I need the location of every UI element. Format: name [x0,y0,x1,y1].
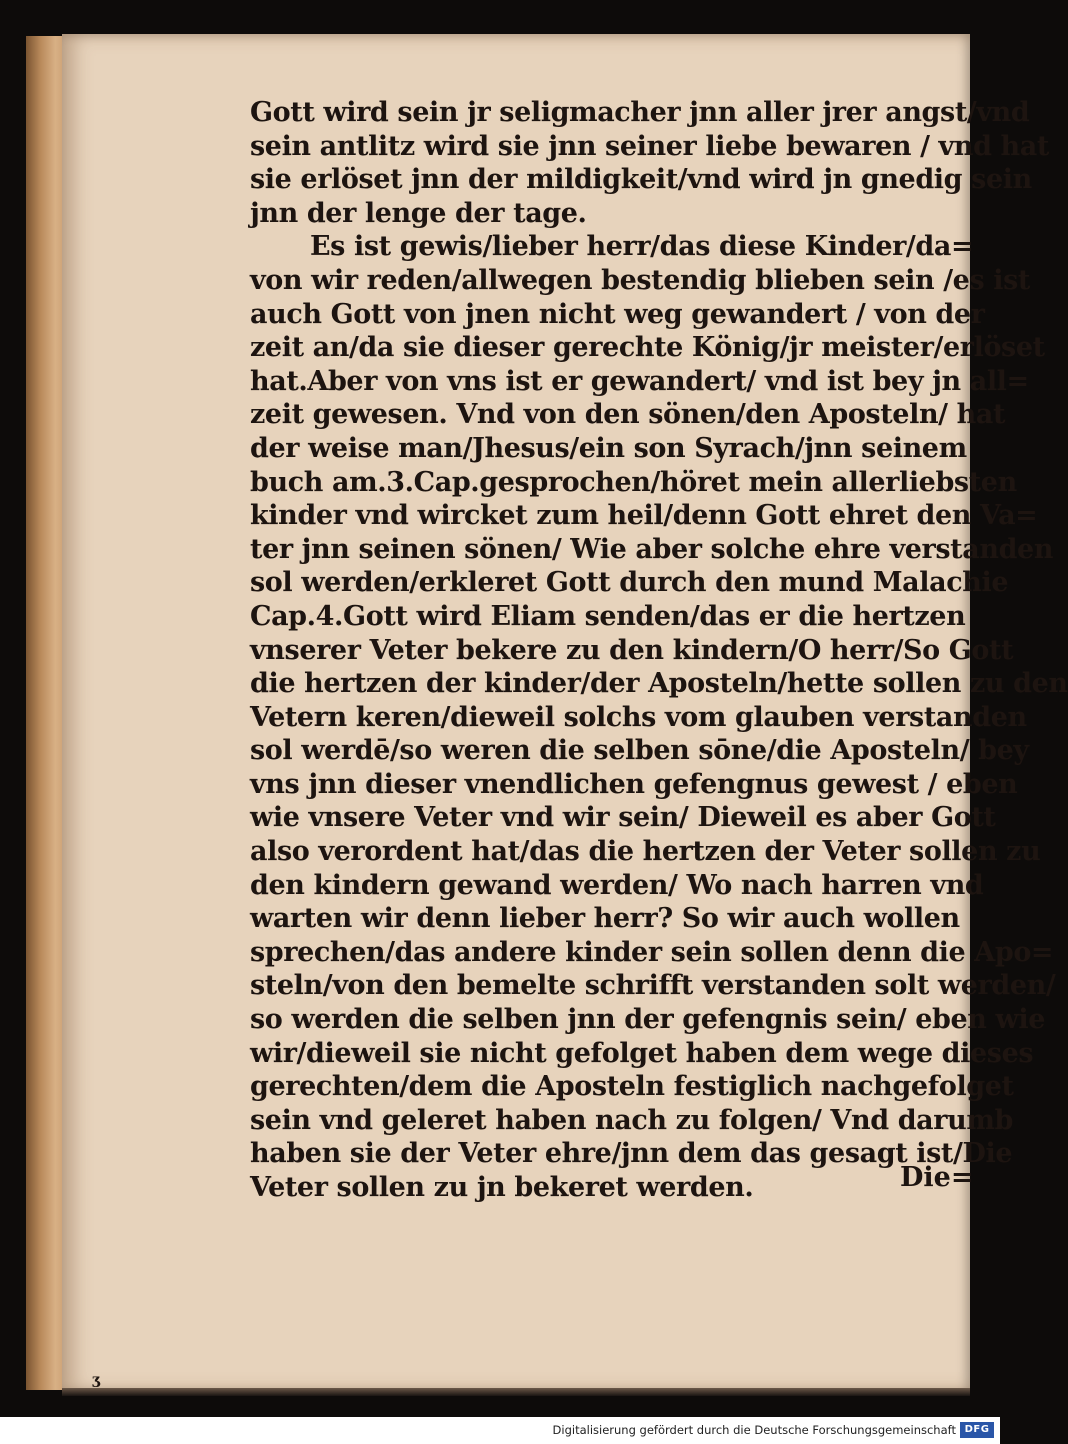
text-line: die hertzen der kinder/der Aposteln/hette sollen zu den [250,668,1068,700]
text-line: kinder vnd wircket zum heil/denn Gott ehret den Va= [250,500,1038,532]
text-line: sol werden/erkleret Gott durch den mund Malachie [250,567,1009,599]
text-line: sol werdē/so weren die selben sōne/die Aposteln/ bey [250,735,1029,767]
text-line: sein antlitz wird sie jnn seiner liebe bewaren / vnd hat [250,130,1049,162]
footer-bar [0,1417,1000,1444]
paragraph-start-line: Es ist gewis/lieber herr/das diese Kinder/da= [310,231,974,263]
text-line: vns jnn dieser vnendlichen gefengnus gewest / eben [250,768,1018,800]
text-line: wie vnsere Veter vnd wir sein/ Dieweil es aber Gott [250,802,996,834]
funding-credit: Digitalisierung gefördert durch die Deutsche Forschungsgemeinschaft [552,1423,956,1437]
text-line: warten wir denn lieber herr? So wir auch wollen [250,903,960,935]
text-line: zeit gewesen. Vnd von den sönen/den Aposteln/ hat [250,399,1006,431]
text-line: den kindern gewand werden/ Wo nach harren vnd [250,869,984,901]
text-line: von wir reden/allwegen bestendig blieben sein /es ist [250,264,1030,296]
text-line: jnn der lenge der tage. [250,197,587,229]
text-line: wir/dieweil sie nicht gefolget haben dem wege dieses [250,1037,1034,1069]
signature-mark: ʒ [92,1372,100,1388]
text-line: sprechen/das andere kinder sein sollen denn die Apo= [250,936,1054,968]
text-line: buch am.3.Cap.gesprochen/höret mein allerliebsten [250,466,1017,498]
text-line: also verordent hat/das die hertzen der Veter sollen zu [250,836,1041,868]
text-line: der weise man/Jhesus/ein son Syrach/jnn seinem [250,432,967,464]
page-shadow [62,1388,970,1396]
text-line: Cap.4.Gott wird Eliam senden/das er die hertzen [250,600,966,632]
text-line: hat.Aber von vns ist er gewandert/ vnd ist bey jn all= [250,365,1029,397]
text-line: haben sie der Veter ehre/jnn dem das gesagt ist/Die [250,1138,1013,1170]
text-line: ter jnn seinen sönen/ Wie aber solche ehre verstanden [250,533,1054,565]
text-line: Veter sollen zu jn bekeret werden. [250,1172,754,1203]
text-line: Gott wird sein jr seligmacher jnn aller jrer angst/vnd [250,97,1030,128]
text-line: vnserer Veter bekere zu den kindern/O herr/So Gott [250,634,1014,666]
body-text [250,96,1068,1205]
text-line: sie erlöset jnn der mildigkeit/vnd wird jn gnedig sein [250,164,1032,196]
text-line: so werden die selben jnn der gefengnis sein/ eben wie [250,1004,1046,1036]
text-line: steln/von den bemelte schrifft verstanden solt werden/ [250,970,1056,1002]
text-line: Vetern keren/dieweil solchs vom glauben verstanden [250,701,1027,733]
text-line: sein vnd geleret haben nach zu folgen/ Vnd darumb [250,1104,1013,1136]
dfg-logo: DFG [960,1422,994,1438]
text-line: gerechten/dem die Aposteln festiglich nachgefolget [250,1071,1014,1103]
text-line: auch Gott von jnen nicht weg gewandert / von der [250,298,985,330]
catchword: Die= [900,1162,974,1193]
text-line: zeit an/da sie dieser gerechte König/jr meister/erlöset [250,332,1045,364]
